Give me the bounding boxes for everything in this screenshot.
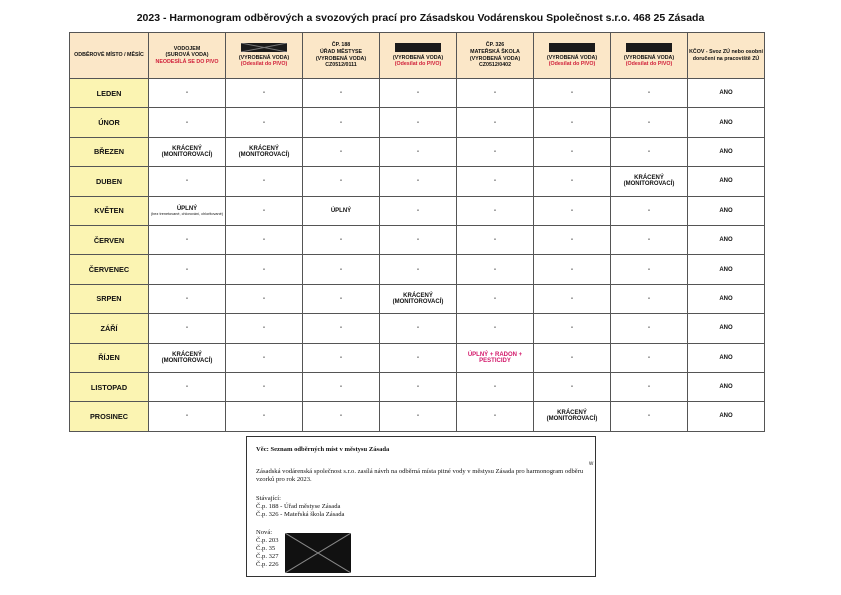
cell-text: (MONITOROVACÍ) bbox=[238, 151, 290, 158]
header-text: (Odesílat do PIVO) bbox=[240, 61, 288, 68]
redaction-mark bbox=[241, 43, 287, 52]
page-title: 2023 - Harmonogram odběrových a svozových prací pro Zásadskou Vodárenskou Společnost s.r.o. 468 25 Zásada bbox=[136, 12, 705, 24]
empty-cell: - bbox=[611, 314, 688, 343]
kcov-cell: ANO bbox=[688, 343, 765, 372]
redaction-mark bbox=[549, 43, 595, 52]
header-text: (VYROBENÁ VODA) bbox=[315, 55, 367, 62]
empty-cell: - bbox=[149, 402, 226, 431]
empty-cell: - bbox=[380, 255, 457, 284]
empty-cell: - bbox=[303, 372, 380, 401]
empty-cell: - bbox=[534, 314, 611, 343]
empty-cell: - bbox=[149, 314, 226, 343]
cell-text: (MONITOROVACÍ) bbox=[161, 151, 213, 158]
empty-cell: - bbox=[226, 372, 303, 401]
empty-cell: - bbox=[611, 137, 688, 166]
sample-cell: ÚPLNÝ + RADON + PESTICIDY bbox=[457, 343, 534, 372]
empty-cell: - bbox=[149, 79, 226, 108]
cell-text: KRÁCENÝ bbox=[172, 351, 202, 358]
empty-cell: - bbox=[303, 79, 380, 108]
empty-cell: - bbox=[303, 225, 380, 254]
header-text bbox=[380, 43, 456, 55]
sample-cell bbox=[226, 137, 303, 166]
empty-cell: - bbox=[226, 402, 303, 431]
empty-cell: - bbox=[149, 372, 226, 401]
sample-cell bbox=[149, 343, 226, 372]
empty-cell: - bbox=[149, 284, 226, 313]
empty-cell: - bbox=[611, 79, 688, 108]
empty-cell: - bbox=[149, 255, 226, 284]
new-item: Č.p. 226 bbox=[256, 561, 279, 568]
month-cell: LEDEN bbox=[70, 79, 149, 108]
header-kcov bbox=[688, 33, 765, 79]
empty-cell: - bbox=[303, 108, 380, 137]
empty-cell: - bbox=[534, 108, 611, 137]
sample-cell bbox=[149, 196, 226, 225]
header-text: CZ0512/0402 bbox=[478, 62, 512, 69]
header-row bbox=[70, 33, 765, 79]
cell-text: KRÁCENÝ bbox=[403, 292, 433, 299]
empty-cell: - bbox=[380, 225, 457, 254]
empty-cell: - bbox=[457, 137, 534, 166]
empty-cell: - bbox=[611, 225, 688, 254]
sample-cell: ÚPLNÝ bbox=[303, 196, 380, 225]
empty-cell: - bbox=[226, 79, 303, 108]
redaction-mark bbox=[395, 43, 441, 52]
kcov-cell: ANO bbox=[688, 108, 765, 137]
header-text: (Odesílat do PIVO) bbox=[394, 61, 442, 68]
cell-text: (MONITOROVACÍ) bbox=[392, 298, 444, 305]
empty-cell: - bbox=[457, 255, 534, 284]
empty-cell: - bbox=[534, 372, 611, 401]
month-cell: ČERVENEC bbox=[70, 255, 149, 284]
cell-text: KRÁCENÝ bbox=[249, 145, 279, 152]
month-cell: ŘÍJEN bbox=[70, 343, 149, 372]
month-cell: LISTOPAD bbox=[70, 372, 149, 401]
header-sampling-point bbox=[70, 33, 149, 79]
empty-cell: - bbox=[534, 167, 611, 196]
header-text: (VYROBENÁ VODA) bbox=[392, 54, 444, 61]
empty-cell: - bbox=[534, 255, 611, 284]
empty-cell: - bbox=[226, 167, 303, 196]
header-text: (Odesílat do PIVO) bbox=[625, 61, 673, 68]
empty-cell: - bbox=[611, 343, 688, 372]
kcov-cell: ANO bbox=[688, 225, 765, 254]
new-item: Č.p. 203 bbox=[256, 537, 279, 544]
empty-cell: - bbox=[149, 167, 226, 196]
new-item: Č.p. 35 bbox=[256, 545, 276, 552]
empty-cell: - bbox=[457, 196, 534, 225]
empty-cell: - bbox=[380, 314, 457, 343]
empty-cell: - bbox=[380, 402, 457, 431]
table-row bbox=[70, 196, 765, 225]
empty-cell: - bbox=[457, 79, 534, 108]
cell-text: KRÁCENÝ bbox=[172, 145, 202, 152]
existing-item: Č.p. 326 - Mateřská škola Zásada bbox=[256, 511, 345, 518]
sample-cell bbox=[534, 402, 611, 431]
empty-cell: - bbox=[534, 196, 611, 225]
header-text: VODOJEM bbox=[173, 45, 201, 52]
month-cell: DUBEN bbox=[70, 167, 149, 196]
header-text: MATEŘSKÁ ŠKOLA bbox=[470, 48, 520, 55]
header-text: ČP. 326 bbox=[485, 42, 505, 49]
empty-cell: - bbox=[611, 284, 688, 313]
table-row bbox=[70, 314, 765, 343]
header-text bbox=[611, 43, 687, 55]
header-cp327 bbox=[534, 33, 611, 79]
header-cp326 bbox=[457, 33, 534, 79]
new-item: Č.p. 327 bbox=[256, 553, 279, 560]
table-row bbox=[70, 402, 765, 431]
table-row bbox=[70, 108, 765, 137]
header-text: KČOV - Svoz ZÚ nebo osobní doručení na pracoviště ZÚ bbox=[689, 48, 763, 62]
table-row bbox=[70, 225, 765, 254]
sample-cell bbox=[380, 284, 457, 313]
header-cp188 bbox=[303, 33, 380, 79]
month-cell: BŘEZEN bbox=[70, 137, 149, 166]
empty-cell: - bbox=[457, 402, 534, 431]
header-reservoir bbox=[149, 33, 226, 79]
empty-cell: - bbox=[303, 314, 380, 343]
cell-text: KRÁCENÝ bbox=[557, 410, 587, 417]
month-cell: ČERVEN bbox=[70, 225, 149, 254]
empty-cell: - bbox=[611, 255, 688, 284]
empty-cell: - bbox=[303, 167, 380, 196]
header-text: CZ0512/0111 bbox=[325, 62, 357, 69]
kcov-cell: ANO bbox=[688, 402, 765, 431]
empty-cell: - bbox=[611, 196, 688, 225]
empty-cell: - bbox=[380, 343, 457, 372]
header-cp203 bbox=[226, 33, 303, 79]
empty-cell: - bbox=[457, 225, 534, 254]
empty-cell: - bbox=[457, 284, 534, 313]
header-cp226 bbox=[611, 33, 688, 79]
empty-cell: - bbox=[303, 402, 380, 431]
empty-cell: - bbox=[457, 167, 534, 196]
empty-cell: - bbox=[534, 343, 611, 372]
header-text: ÚŘAD MĚSTYSE bbox=[319, 48, 363, 55]
header-text: (VYROBENÁ VODA) bbox=[546, 54, 598, 61]
empty-cell: - bbox=[303, 137, 380, 166]
empty-cell: - bbox=[457, 314, 534, 343]
table-row bbox=[70, 79, 765, 108]
empty-cell: - bbox=[226, 196, 303, 225]
empty-cell: - bbox=[534, 79, 611, 108]
kcov-cell: ANO bbox=[688, 284, 765, 313]
header-text bbox=[534, 43, 610, 55]
cell-text: ÚPLNÝ bbox=[176, 205, 198, 212]
header-text: (VYROBENÁ VODA) bbox=[469, 55, 521, 62]
kcov-cell: ANO bbox=[688, 372, 765, 401]
existing-heading: Stávající: bbox=[256, 495, 281, 502]
empty-cell: - bbox=[226, 343, 303, 372]
table-row bbox=[70, 137, 765, 166]
kcov-cell: ANO bbox=[688, 79, 765, 108]
table-row bbox=[70, 372, 765, 401]
empty-cell: - bbox=[226, 255, 303, 284]
scan-mark: w bbox=[589, 461, 594, 467]
month-cell: KVĚTEN bbox=[70, 196, 149, 225]
empty-cell: - bbox=[380, 108, 457, 137]
month-cell: ÚNOR bbox=[70, 108, 149, 137]
empty-cell: - bbox=[380, 196, 457, 225]
letter-subject: Věc: Seznam odběrných míst v městysu Zásada bbox=[256, 446, 390, 453]
empty-cell: - bbox=[303, 343, 380, 372]
empty-cell: - bbox=[226, 108, 303, 137]
sample-cell bbox=[611, 167, 688, 196]
empty-cell: - bbox=[303, 255, 380, 284]
empty-cell: - bbox=[226, 314, 303, 343]
empty-cell: - bbox=[380, 372, 457, 401]
table-row bbox=[70, 167, 765, 196]
header-text: NEODESÍLÁ SE DO PIVO bbox=[155, 58, 219, 65]
empty-cell: - bbox=[226, 284, 303, 313]
kcov-cell: ANO bbox=[688, 137, 765, 166]
cell-text: (MONITOROVACÍ) bbox=[623, 181, 675, 188]
empty-cell: - bbox=[534, 284, 611, 313]
empty-cell: - bbox=[149, 225, 226, 254]
table-row bbox=[70, 343, 765, 372]
header-text: ČP. 188 bbox=[331, 42, 351, 49]
kcov-cell: ANO bbox=[688, 196, 765, 225]
existing-item: Č.p. 188 - Úřad městyse Zásada bbox=[256, 503, 341, 510]
kcov-cell: ANO bbox=[688, 167, 765, 196]
table-row bbox=[70, 284, 765, 313]
letter-body: Zásadská vodárenská společnost s.r.o. zasílá návrh na odběrná místa pitné vody v městysu Zásada pro harmonogram odběru vzorků pro rok 2023. bbox=[256, 468, 584, 484]
empty-cell: - bbox=[611, 402, 688, 431]
empty-cell: - bbox=[534, 225, 611, 254]
header-text: ODBĚROVÉ MÍSTO / MĚSÍC bbox=[74, 52, 144, 59]
empty-cell: - bbox=[534, 137, 611, 166]
empty-cell: - bbox=[303, 284, 380, 313]
header-text: (VYROBENÁ VODA) bbox=[238, 54, 290, 61]
redaction-mark bbox=[626, 43, 672, 52]
month-cell: PROSINEC bbox=[70, 402, 149, 431]
empty-cell: - bbox=[611, 108, 688, 137]
empty-cell: - bbox=[380, 167, 457, 196]
cell-text: (MONITOROVACÍ) bbox=[161, 357, 213, 364]
kcov-cell: ANO bbox=[688, 255, 765, 284]
header-text: (SUROVÁ VODA) bbox=[165, 52, 209, 59]
empty-cell: - bbox=[149, 108, 226, 137]
header-text: (Odesílat do PIVO) bbox=[548, 61, 596, 68]
cell-text: KRÁCENÝ bbox=[634, 175, 664, 182]
empty-cell: - bbox=[457, 108, 534, 137]
month-cell: SRPEN bbox=[70, 284, 149, 313]
kcov-cell: ANO bbox=[688, 314, 765, 343]
empty-cell: - bbox=[226, 225, 303, 254]
month-cell: ZÁŘÍ bbox=[70, 314, 149, 343]
empty-cell: - bbox=[457, 372, 534, 401]
header-text: (VYROBENÁ VODA) bbox=[623, 54, 675, 61]
new-heading: Nová: bbox=[256, 529, 273, 536]
empty-cell: - bbox=[611, 372, 688, 401]
redaction-box bbox=[285, 533, 351, 573]
cell-text: (MONITOROVACÍ) bbox=[546, 416, 598, 423]
header-text bbox=[226, 43, 302, 55]
empty-cell: - bbox=[380, 137, 457, 166]
header-cp35 bbox=[380, 33, 457, 79]
table-row bbox=[70, 255, 765, 284]
cell-text: (bez trenetované, chlorování, chloritované) bbox=[151, 211, 223, 216]
sample-cell bbox=[149, 137, 226, 166]
empty-cell: - bbox=[380, 79, 457, 108]
schedule-table bbox=[69, 32, 765, 432]
